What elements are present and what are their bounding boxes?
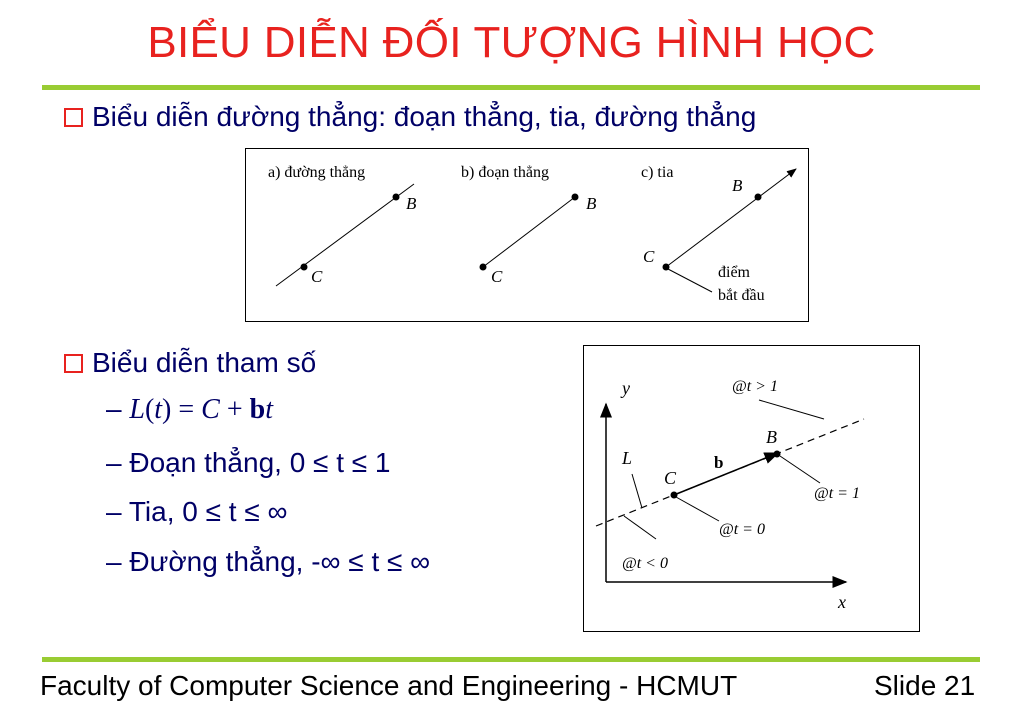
ray-b-label: B [732, 176, 743, 195]
label-segment: b) đoạn thẳng [461, 164, 549, 181]
line-l-label: L [622, 448, 633, 468]
bullet-parametric [64, 347, 316, 379]
t-equal-1-pointer [780, 456, 820, 483]
ray-c-label: C [643, 247, 655, 266]
segment-line [483, 197, 575, 267]
bullet-parametric-text: Biểu diễn tham số [92, 347, 317, 378]
point-b-label: B [766, 427, 777, 447]
start-note-line2: bắt đầu [718, 287, 765, 304]
t-equal-0-pointer [676, 497, 719, 521]
parametric-equation: – L(t) = C + bt [106, 393, 274, 425]
bottom-divider [42, 657, 980, 662]
point-b-label: B [406, 194, 417, 213]
parametric-diagram [584, 346, 919, 631]
footer-faculty: Faculty of Computer Science and Engineering - HCMUT [40, 670, 738, 701]
line-types-diagram [246, 149, 808, 321]
point-c-label: C [664, 468, 677, 488]
ray-range: – Tia, 0 ≤ t ≤ ∞ [106, 496, 288, 527]
segment-c-dot [480, 264, 487, 271]
point-b-dot [393, 194, 400, 201]
ray-b-dot [755, 194, 762, 201]
line-range: – Đường thẳng, -∞ ≤ t ≤ ∞ [106, 546, 431, 577]
vector-b-label: b [714, 453, 724, 472]
bullet-line-representation [64, 101, 756, 133]
line-l-pointer [632, 474, 642, 508]
eq-dash: – [106, 393, 122, 424]
label-ray: c) tia [641, 164, 674, 181]
eq-plus: + [219, 394, 250, 425]
segment-range: – Đoạn thẳng, 0 ≤ t ≤ 1 [106, 447, 391, 478]
t-greater-1-label: @t > 1 [732, 378, 778, 395]
t-less-0-pointer [624, 516, 656, 539]
line-types-figure [245, 148, 809, 322]
ray-line [666, 169, 796, 267]
eq-t: t [154, 394, 163, 425]
checkbox-bullet-icon [64, 354, 83, 373]
t-greater-1-pointer [759, 400, 824, 419]
infinite-line [276, 184, 414, 286]
slide-title: BIỂU DIỄN ĐỐI TƯỢNG HÌNH HỌC [147, 18, 876, 67]
top-divider [42, 85, 980, 90]
segment-b-label: B [586, 194, 597, 213]
x-axis-label: x [838, 592, 846, 612]
vector-b-arrow [674, 453, 778, 495]
eq-t2: t [265, 394, 274, 425]
segment-b-dot [572, 194, 579, 201]
eq-mid: ) = [162, 394, 202, 425]
eq-b: b [249, 394, 266, 425]
eq-c: C [201, 394, 220, 425]
start-point-pointer [668, 269, 712, 292]
label-line: a) đường thẳng [268, 164, 366, 181]
point-b-dot [774, 451, 781, 458]
checkbox-bullet-icon [64, 108, 83, 127]
bullet-line-representation-text: Biểu diễn đường thẳng: đoạn thẳng, tia, đường thẳng [92, 101, 757, 132]
footer-slide-number: Slide 21 [874, 670, 976, 701]
y-axis-label: y [622, 378, 630, 398]
eq-l: L [129, 394, 145, 425]
t-less-0-label: @t < 0 [622, 555, 668, 572]
t-equal-1-label: @t = 1 [814, 485, 860, 502]
segment-c-label: C [491, 267, 503, 286]
parametric-figure [583, 345, 920, 632]
point-c-dot [301, 264, 308, 271]
point-c-label: C [311, 267, 323, 286]
start-note-line1: điểm [718, 264, 750, 281]
t-equal-0-label: @t = 0 [719, 521, 765, 538]
